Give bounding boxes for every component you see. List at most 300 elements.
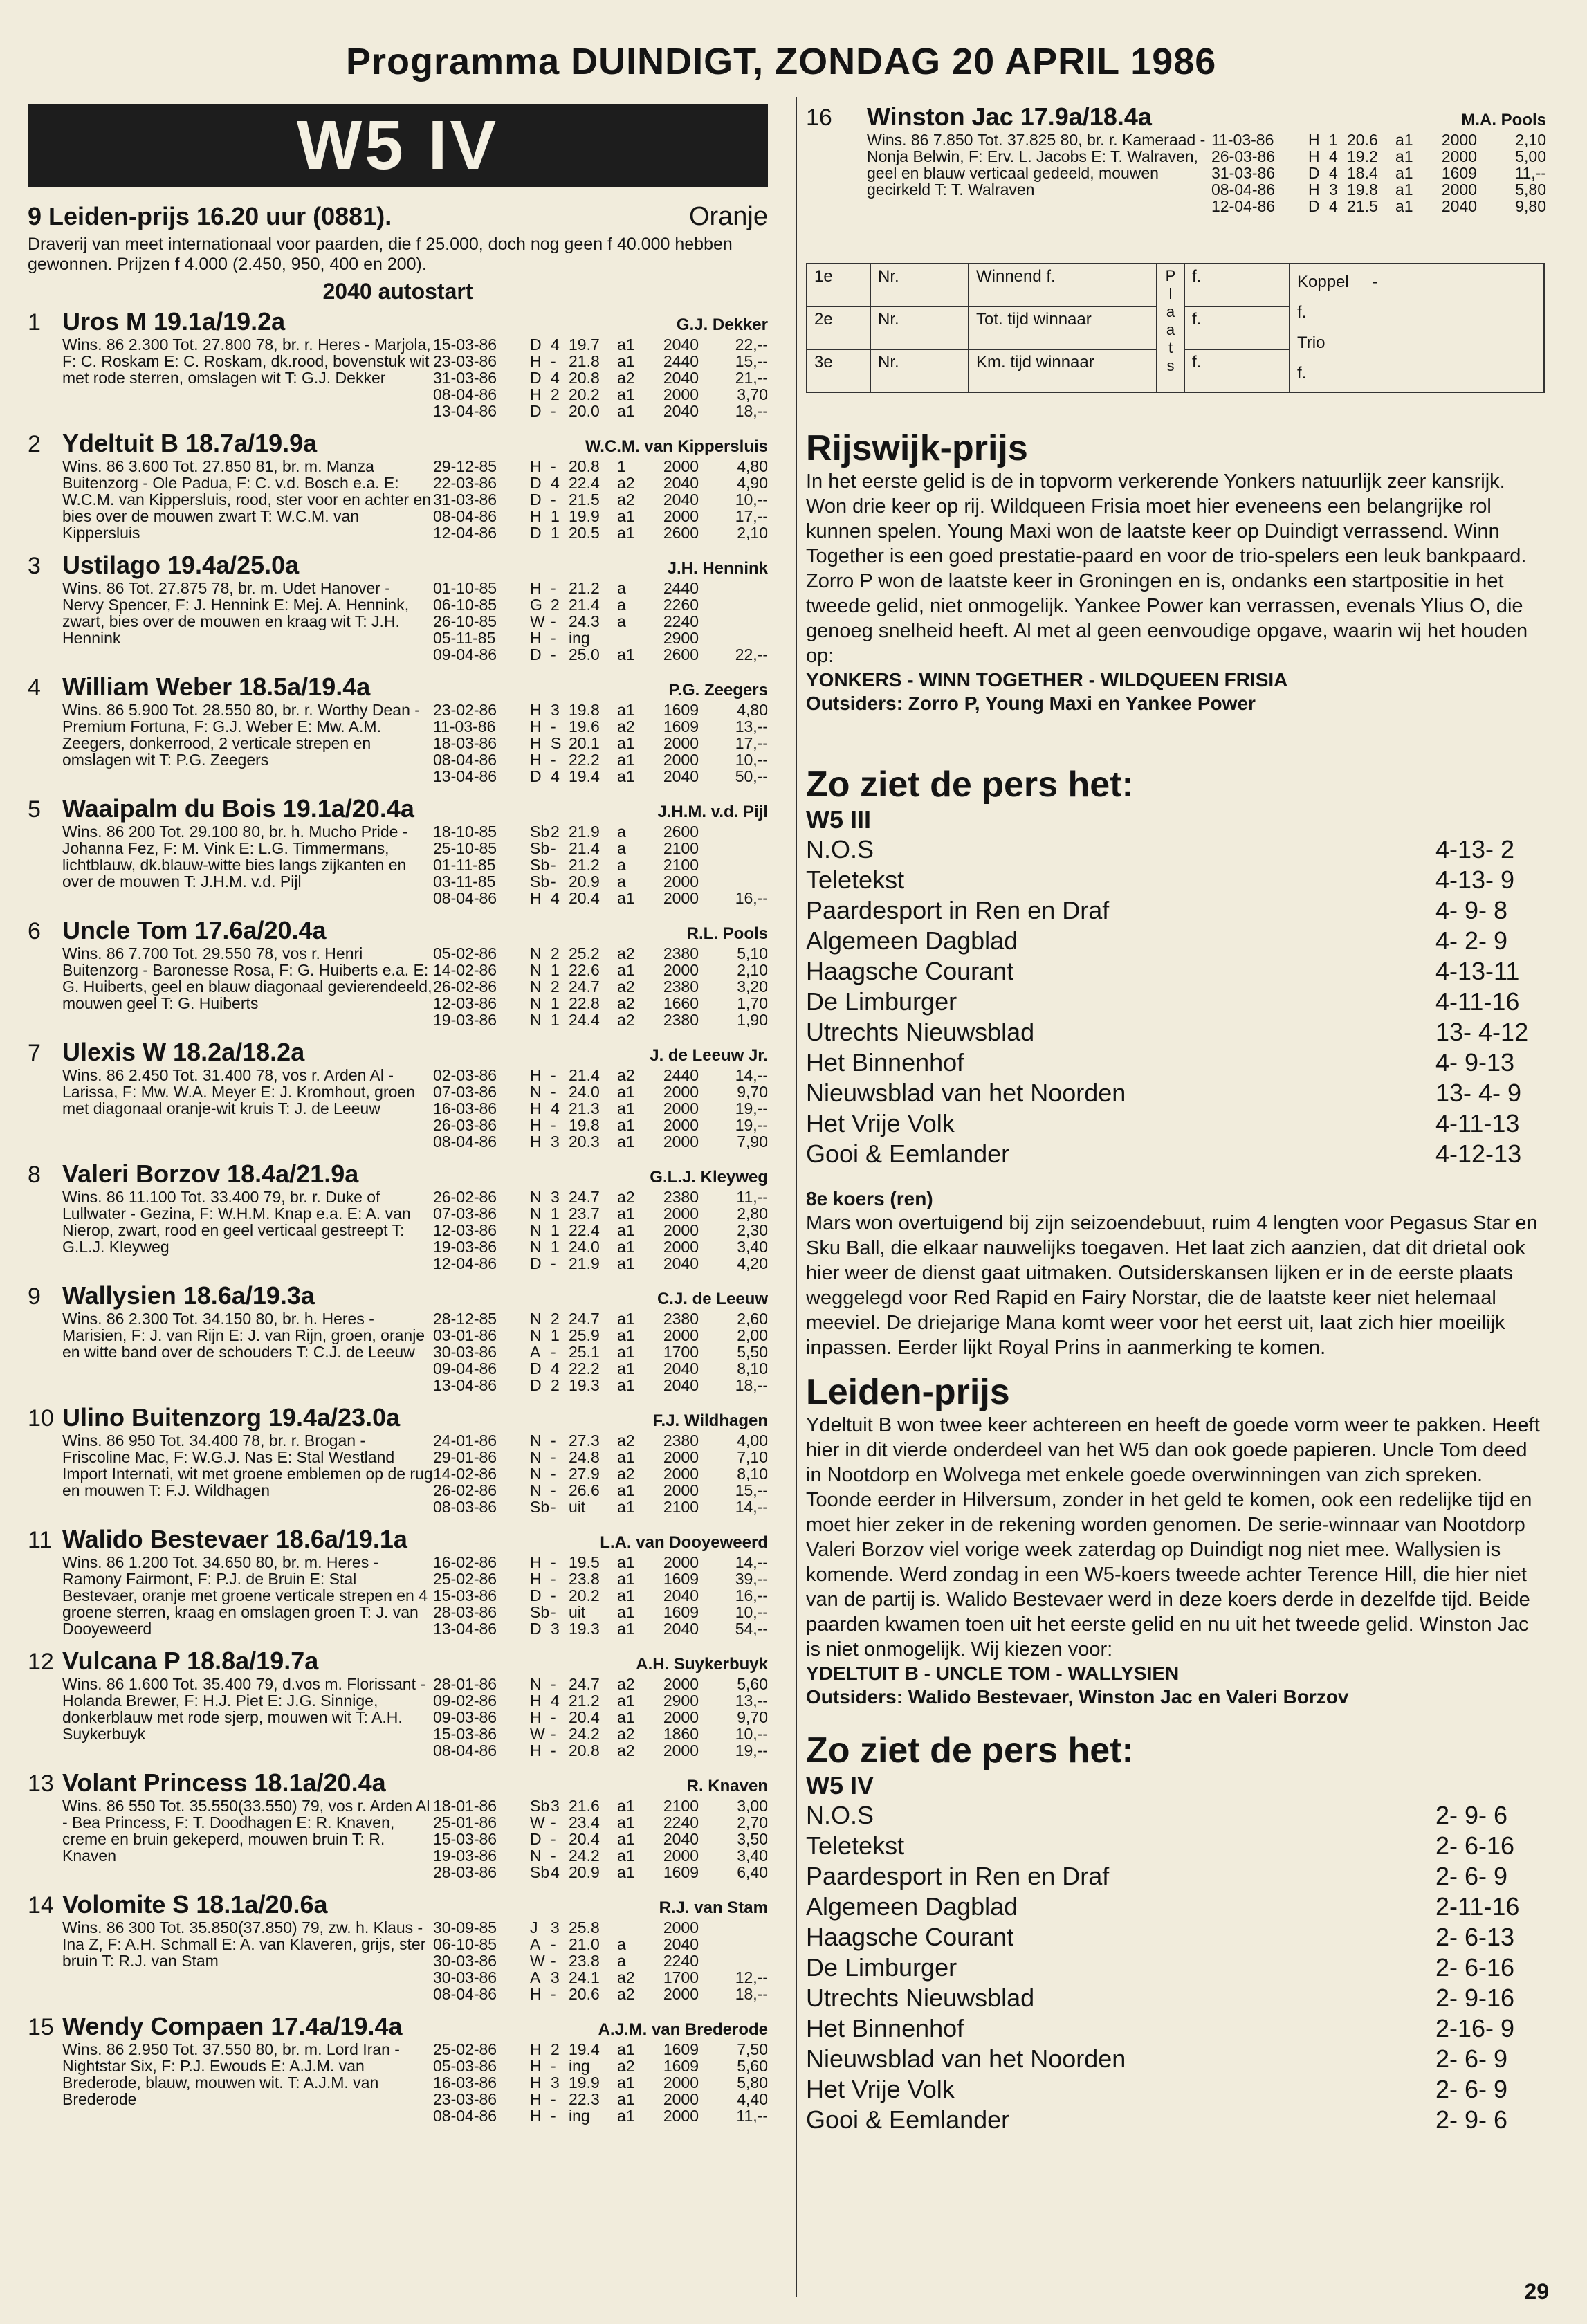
run-odds: [699, 1936, 768, 1952]
run-track: N: [530, 978, 542, 996]
horse-description: Wins. 86 950 Tot. 34.400 78, br. r. Brogan - Friscoline Mac, F: W.G.J. Nas E: Stal Westland Import Internati, wit met groene emblemen op de rug en mouwen T: F.J. Wildhagen: [62, 1431, 433, 1499]
run-place: -: [551, 612, 556, 630]
run-row: [433, 1571, 768, 1587]
run-start: a1: [617, 961, 635, 979]
horse-runs: [433, 1554, 768, 1637]
result-f-koppel: f.: [1297, 303, 1307, 322]
horse-body: [62, 1797, 768, 1881]
pers-row: [806, 865, 1546, 895]
run-distance: 2600: [663, 646, 699, 664]
run-date: 18-03-86: [433, 734, 497, 752]
horse-body: [62, 1676, 768, 1759]
run-time: 19.8: [569, 1116, 600, 1134]
run-row: [433, 2091, 768, 2107]
horse-body: [62, 1067, 768, 1150]
horse-description: Wins. 86 7.850 Tot. 37.825 80, br. r. Kameraad - Nonja Belwin, F: Erv. L. Jacobs E: T. Walraven, geel en blauw verticaal gedeeld, mouwen gecirkeld T: T. Walraven: [867, 131, 1206, 199]
run-distance: 2100: [663, 839, 699, 857]
pers-source: Paardesport in Ren en Draf: [806, 1862, 1110, 1890]
run-date: 23-03-86: [433, 352, 497, 370]
run-odds: [699, 857, 768, 873]
run-odds: 18,--: [735, 402, 768, 420]
run-odds: 2,00: [737, 1326, 768, 1344]
pers-row: [806, 2044, 1546, 2074]
horse-trainer: G.L.J. Kleyweg: [650, 1168, 768, 1187]
run-track: N: [530, 1431, 542, 1449]
run-track: H: [530, 1708, 542, 1726]
horse-description: Wins. 86 200 Tot. 29.100 80, br. h. Mucho Pride - Johanna Fez, F: M. Vink E: L.G. Timmermans, lichtblauw, dk.blauw-witte bies langs zijkanten en over de mouwen T: J.H.M. v.d. Pijl: [62, 823, 408, 890]
run-time: 20.6: [1347, 131, 1378, 149]
horse-number: 10: [28, 1405, 54, 1431]
race-title: 9 Leiden-prijs 16.20 uur (0881).: [28, 202, 392, 230]
run-start: a: [617, 1935, 626, 1953]
run-start: a1: [617, 385, 635, 403]
horse-body: [62, 823, 768, 906]
run-row: [433, 403, 768, 419]
run-time: 20.2: [569, 385, 600, 403]
run-row: [433, 1482, 768, 1499]
run-odds: 5,50: [737, 1343, 768, 1361]
run-row: [433, 873, 768, 890]
run-time: 21.2: [569, 579, 600, 597]
run-row: [433, 1620, 768, 1637]
horse-body: [62, 580, 768, 663]
run-start: a2: [617, 978, 635, 996]
pers-source: De Limburger: [806, 987, 957, 1016]
run-track: G: [530, 596, 542, 614]
result-plaats: P l a a t s: [1157, 264, 1184, 392]
run-date: 12-03-86: [433, 994, 497, 1012]
horse-trainer: M.A. Pools: [1461, 111, 1546, 129]
horse-description: Wins. 86 2.300 Tot. 34.150 80, br. h. Heres - Marisien, F: J. van Rijn E: J. van Rijn, groen, oranje en witte band over de schouders T: C.J. de Leeuw: [62, 1310, 425, 1361]
horse-runs: [433, 580, 768, 663]
pers-prediction: 2- 9- 6: [1435, 1801, 1508, 1829]
run-odds: 2,60: [737, 1310, 768, 1328]
horse-runs: [433, 336, 768, 419]
run-time: 19.7: [569, 336, 600, 354]
run-distance: 2000: [663, 961, 699, 979]
run-date: 07-03-86: [433, 1205, 497, 1223]
horse-number: 6: [28, 918, 41, 944]
pers-prediction: 4-13- 9: [1435, 866, 1515, 894]
run-time: 19.8: [1347, 181, 1378, 199]
run-place: 4: [551, 1099, 560, 1117]
horse-body: [62, 1919, 768, 2002]
pers-prediction: 2- 6- 9: [1435, 2075, 1508, 2103]
horse-trainer: A.J.M. van Brederode: [598, 2020, 768, 2039]
pers-source: Nieuwsblad van het Noorden: [806, 2044, 1126, 2073]
run-row: [1211, 198, 1546, 214]
horse-entry: [28, 794, 768, 906]
run-odds: [699, 613, 768, 630]
pers-row: [806, 1139, 1546, 1169]
run-time: ing: [569, 629, 590, 647]
pers2-list: [806, 1800, 1546, 2135]
run-distance: 2440: [663, 1066, 699, 1084]
horse-name: Valeri Borzov 18.4a/21.9a: [62, 1160, 359, 1188]
run-distance: 2380: [663, 1011, 699, 1029]
result-label-1: 1e: [807, 264, 870, 306]
run-start: a1: [617, 1620, 635, 1638]
horse-number: 2: [28, 431, 41, 457]
run-date: 22-03-86: [433, 474, 497, 492]
run-odds: 4,80: [737, 457, 768, 475]
horse-number: 15: [28, 2014, 54, 2040]
run-date: 29-01-86: [433, 1448, 497, 1466]
run-place: -: [551, 629, 556, 647]
run-place: 4: [551, 1863, 560, 1881]
pers-prediction: 4- 2- 9: [1435, 926, 1508, 955]
run-track: N: [530, 1481, 542, 1499]
run-time: 21.3: [569, 1099, 600, 1117]
result-nr-2: Nr.: [870, 306, 969, 349]
horse-entry: [28, 1160, 768, 1272]
run-row: [433, 1083, 768, 1100]
horse-name: Walido Bestevaer 18.6a/19.1a: [62, 1525, 407, 1553]
run-start: a1: [617, 1360, 635, 1378]
pers-prediction: 2-16- 9: [1435, 2014, 1515, 2042]
run-distance: 2040: [663, 1830, 699, 1848]
horse-runs: [433, 702, 768, 785]
run-odds: 4,90: [737, 474, 768, 492]
run-start: a1: [617, 1830, 635, 1848]
run-distance: 2000: [663, 457, 699, 475]
horse-description: Wins. 86 1.200 Tot. 34.650 80, br. m. Heres - Ramony Fairmont, F: P.J. de Bruin E: Stal Bestevaer, oranje met groene verticale strepen en 4 groene sterren, kraag en omslagen groen T: J. van Dooyeweerd: [62, 1553, 428, 1638]
run-odds: 14,--: [735, 1553, 768, 1571]
run-row: [433, 751, 768, 768]
run-start: a: [617, 596, 626, 614]
horse-header: [28, 1647, 768, 1676]
run-start: a2: [617, 1066, 635, 1084]
horse-trainer: G.J. Dekker: [676, 315, 768, 334]
run-date: 19-03-86: [433, 1238, 497, 1256]
run-track: H: [530, 734, 542, 752]
run-place: 4: [551, 1692, 560, 1710]
horse-entry: [28, 429, 768, 541]
run-start: a1: [617, 1553, 635, 1571]
run-odds: [699, 580, 768, 596]
horse-entry: [28, 2012, 768, 2124]
horse-name: Ustilago 19.4a/25.0a: [62, 551, 300, 579]
run-time: 20.3: [569, 1133, 600, 1151]
horse-trainer: J.H.M. v.d. Pijl: [657, 803, 768, 821]
run-track: N: [530, 961, 542, 979]
run-row: [433, 857, 768, 873]
run-place: 1: [551, 961, 560, 979]
run-row: [433, 978, 768, 995]
pers-source: Utrechts Nieuwsblad: [806, 1984, 1035, 2012]
run-place: 3: [551, 1968, 560, 1986]
run-place: -: [551, 1675, 556, 1693]
result-label-3: 3e: [807, 349, 870, 392]
run-start: a2: [617, 474, 635, 492]
run-distance: 2040: [663, 1586, 699, 1604]
horse-trainer: A.H. Suykerbuyk: [636, 1655, 768, 1674]
run-start: a1: [617, 646, 635, 664]
horse-trainer: L.A. van Dooyeweerd: [600, 1533, 768, 1552]
run-distance: 2240: [663, 1813, 699, 1831]
race-club: Oranje: [688, 202, 768, 231]
run-odds: 8,10: [737, 1360, 768, 1378]
horse-body: [62, 1189, 768, 1272]
run-track: D: [530, 336, 542, 354]
horse-header: [28, 1281, 768, 1310]
horse-description: Wins. 86 11.100 Tot. 33.400 79, br. r. Duke of Lullwater - Gezina, F: W.H.M. Knap e.a. E: A. van Nierop, zwart, rood en geel verticaal gestreept T: G.L.J. Kleyweg: [62, 1188, 411, 1256]
run-time: 19.3: [569, 1620, 600, 1638]
run-row: [433, 2058, 768, 2074]
run-row: [433, 1189, 768, 1205]
leiden-outsiders: Outsiders: Walido Bestevaer, Winston Jac en Valeri Borzov: [806, 1686, 1349, 1708]
run-date: 30-09-85: [433, 1919, 497, 1937]
run-place: 3: [551, 701, 560, 719]
run-row: [433, 1327, 768, 1344]
run-odds: 14,--: [735, 1498, 768, 1516]
run-row: [433, 646, 768, 663]
run-track: N: [530, 1847, 542, 1865]
run-row: [433, 491, 768, 508]
run-row: [1211, 165, 1546, 181]
run-start: a1: [617, 1254, 635, 1272]
run-time: 19.4: [569, 2040, 600, 2058]
run-odds: 11,--: [736, 2107, 768, 2125]
run-odds: 4,00: [737, 1431, 768, 1449]
pers-source: Utrechts Nieuwsblad: [806, 1018, 1035, 1046]
run-odds: 1,90: [737, 1011, 768, 1029]
run-distance: 2380: [663, 978, 699, 996]
horse-description: Wins. 86 1.600 Tot. 35.400 79, d.vos m. Florissant - Holanda Brewer, F: H.J. Piet E: J.G. Sinnige, donkerblauw met rode sjerp, mouwen wit T: A.H. Suykerbuyk: [62, 1675, 426, 1743]
run-distance: 2000: [663, 1448, 699, 1466]
run-start: a1: [617, 889, 635, 907]
result-f-1: f.: [1184, 264, 1290, 306]
run-place: -: [551, 1741, 556, 1759]
run-distance: 2000: [663, 889, 699, 907]
run-track: H: [530, 1066, 542, 1084]
run-odds: 3,40: [737, 1238, 768, 1256]
run-place: -: [551, 1830, 556, 1848]
run-distance: 2000: [663, 1238, 699, 1256]
run-time: 20.6: [569, 1985, 600, 2003]
result-f-trio: f.: [1297, 364, 1307, 383]
run-track: N: [530, 1221, 542, 1239]
run-distance: 1609: [663, 2057, 699, 2075]
run-date: 15-03-86: [433, 1725, 497, 1743]
run-start: a1: [617, 402, 635, 420]
run-place: 4: [551, 336, 560, 354]
run-date: 25-02-86: [433, 1570, 497, 1588]
run-start: a1: [617, 1813, 635, 1831]
horse-description: Wins. 86 Tot. 27.875 78, br. m. Udet Hanover - Nervy Spencer, F: J. Hennink E: Mej. A. Hennink, zwart, bies over de mouwen en kraag wit T: J.H. Hennink: [62, 579, 410, 647]
run-place: 2: [551, 385, 560, 403]
run-date: 28-03-86: [433, 1603, 497, 1621]
horse-runs: [433, 1797, 768, 1881]
run-distance: 2000: [663, 1553, 699, 1571]
run-distance: 1609: [663, 1570, 699, 1588]
horse-number: 3: [28, 553, 41, 579]
run-start: 1: [617, 457, 626, 475]
run-odds: 8,10: [737, 1465, 768, 1483]
horse-entry: [28, 1647, 768, 1759]
run-date: 29-12-85: [433, 457, 497, 475]
run-row: [433, 1554, 768, 1571]
run-place: 4: [1329, 197, 1338, 215]
run-odds: 15,--: [735, 1481, 768, 1499]
run-row: [433, 580, 768, 596]
pers-prediction: 2- 6- 9: [1435, 1862, 1508, 1890]
run-distance: 2000: [663, 1221, 699, 1239]
horse-name: Winston Jac 17.9a/18.4a: [867, 102, 1152, 131]
run-track: N: [530, 1675, 542, 1693]
run-distance: 2380: [663, 1188, 699, 1206]
horse-header: [28, 794, 768, 823]
run-track: H: [530, 1099, 542, 1117]
run-date: 31-03-86: [1211, 164, 1276, 182]
pers-row: [806, 987, 1546, 1017]
run-place: -: [551, 1985, 556, 2003]
run-odds: 2,10: [737, 961, 768, 979]
column-divider: [796, 97, 797, 2297]
run-distance: 1609: [663, 701, 699, 719]
run-date: 05-11-85: [433, 629, 496, 647]
run-time: 24.8: [569, 1448, 600, 1466]
run-distance: 2040: [663, 1254, 699, 1272]
run-track: H: [530, 507, 542, 525]
run-start: a1: [617, 1692, 635, 1710]
run-row: [433, 1742, 768, 1759]
pers-source: N.O.S: [806, 835, 874, 863]
horse-header: [806, 102, 1546, 131]
run-date: 08-04-86: [433, 889, 497, 907]
run-place: -: [551, 2107, 556, 2125]
result-dash: -: [1372, 273, 1378, 291]
run-time: 22.8: [569, 994, 600, 1012]
run-date: 14-02-86: [433, 1465, 497, 1483]
horse-name: Volant Princess 18.1a/20.4a: [62, 1768, 386, 1797]
run-place: -: [551, 751, 556, 769]
horse-name: Uros M 19.1a/19.2a: [62, 307, 286, 336]
run-date: 05-02-86: [433, 944, 497, 962]
run-odds: 10,--: [735, 1725, 768, 1743]
run-place: 3: [551, 1188, 560, 1206]
pers-prediction: 4-13- 2: [1435, 835, 1515, 863]
run-row: [433, 1499, 768, 1515]
run-date: 06-10-85: [433, 1935, 497, 1953]
pers-prediction: 4-11-13: [1435, 1109, 1520, 1137]
run-row: [1211, 148, 1546, 165]
run-place: 4: [551, 474, 560, 492]
pers-row: [806, 1861, 1546, 1892]
run-place: 4: [551, 369, 560, 387]
run-start: a1: [617, 2090, 635, 2108]
run-row: [433, 1936, 768, 1952]
run-row: [433, 630, 768, 646]
run-place: -: [551, 1481, 556, 1499]
run-start: a1: [617, 1376, 635, 1394]
run-place: 4: [551, 767, 560, 785]
run-row: [433, 1676, 768, 1692]
run-place: 4: [551, 1360, 560, 1378]
run-track: H: [530, 352, 542, 370]
run-odds: 4,20: [737, 1254, 768, 1272]
run-distance: 2000: [663, 1919, 699, 1937]
run-place: 3: [551, 1133, 560, 1151]
run-date: 08-04-86: [433, 1133, 497, 1151]
run-date: 23-03-86: [433, 2090, 497, 2108]
run-date: 28-01-86: [433, 1675, 497, 1693]
run-odds: [699, 1919, 768, 1936]
horse-header: [28, 1403, 768, 1432]
run-date: 07-03-86: [433, 1083, 497, 1101]
page-number: 29: [1524, 2279, 1549, 2304]
pers-source: Teletekst: [806, 866, 905, 894]
run-date: 28-12-85: [433, 1310, 497, 1328]
run-odds: 22,--: [735, 336, 768, 354]
run-track: H: [530, 1116, 542, 1134]
run-distance: 2000: [663, 1099, 699, 1117]
run-track: D: [530, 1254, 542, 1272]
run-start: a2: [617, 1011, 635, 1029]
run-date: 19-03-86: [433, 1011, 497, 1029]
run-track: D: [1308, 197, 1320, 215]
horse-entry: [28, 1038, 768, 1150]
run-odds: 7,50: [737, 2040, 768, 2058]
run-date: 16-03-86: [433, 1099, 497, 1117]
run-row: [433, 475, 768, 491]
run-date: 26-10-85: [433, 612, 497, 630]
horse-description: Wins. 86 3.600 Tot. 27.850 81, br. m. Manza Buitenzorg - Ole Padua, F: C. v.d. Bosch e.a. E: W.C.M. van Kippersluis, rood, ster voor en achter en bies over de mouwen zwart T: W.C.M. van Kippersluis: [62, 457, 432, 542]
run-odds: 17,--: [735, 507, 768, 525]
horse-header: [28, 307, 768, 336]
run-odds: 3,00: [737, 1797, 768, 1815]
horse-description: Wins. 86 2.450 Tot. 31.400 78, vos r. Arden Al - Larissa, F: Mw. W.A. Meyer E: J. Kromhout, groen met diagonaal oranje-wit kruis T: J. de Leeuw: [62, 1066, 415, 1117]
run-distance: 2240: [663, 612, 699, 630]
run-track: A: [530, 1968, 541, 1986]
run-start: a1: [617, 2074, 635, 2092]
run-row: [433, 890, 768, 906]
run-track: H: [530, 1570, 542, 1588]
horse-number: 7: [28, 1040, 41, 1066]
run-time: 19.5: [569, 1553, 600, 1571]
horse-trainer: R. Knaven: [686, 1777, 768, 1795]
run-odds: [699, 823, 768, 840]
pers-row: [806, 2105, 1546, 2135]
run-odds: 2,10: [1515, 131, 1546, 149]
horse-header: [28, 1525, 768, 1554]
run-start: a1: [617, 1083, 635, 1101]
run-start: a1: [617, 1586, 635, 1604]
run-start: a2: [617, 1968, 635, 1986]
run-start: a2: [617, 369, 635, 387]
run-distance: 2040: [663, 767, 699, 785]
run-start: a2: [617, 2057, 635, 2075]
run-start: a: [617, 612, 626, 630]
run-start: a2: [617, 717, 635, 735]
result-f-2: f.: [1184, 306, 1290, 349]
pers-row: [806, 895, 1546, 926]
run-start: a1: [617, 1448, 635, 1466]
run-date: 08-04-86: [433, 507, 497, 525]
run-distance: 2040: [663, 491, 699, 509]
run-place: 2: [551, 1376, 560, 1394]
run-odds: [699, 873, 768, 890]
run-time: ing: [569, 2107, 590, 2125]
race-header: [28, 202, 768, 232]
run-time: 21.9: [569, 1254, 600, 1272]
run-row: [433, 995, 768, 1012]
pers-source: Haagsche Courant: [806, 957, 1014, 985]
run-start: a1: [617, 352, 635, 370]
horse-number: 13: [28, 1771, 54, 1797]
left-column: [28, 104, 768, 2134]
run-place: -: [551, 717, 556, 735]
